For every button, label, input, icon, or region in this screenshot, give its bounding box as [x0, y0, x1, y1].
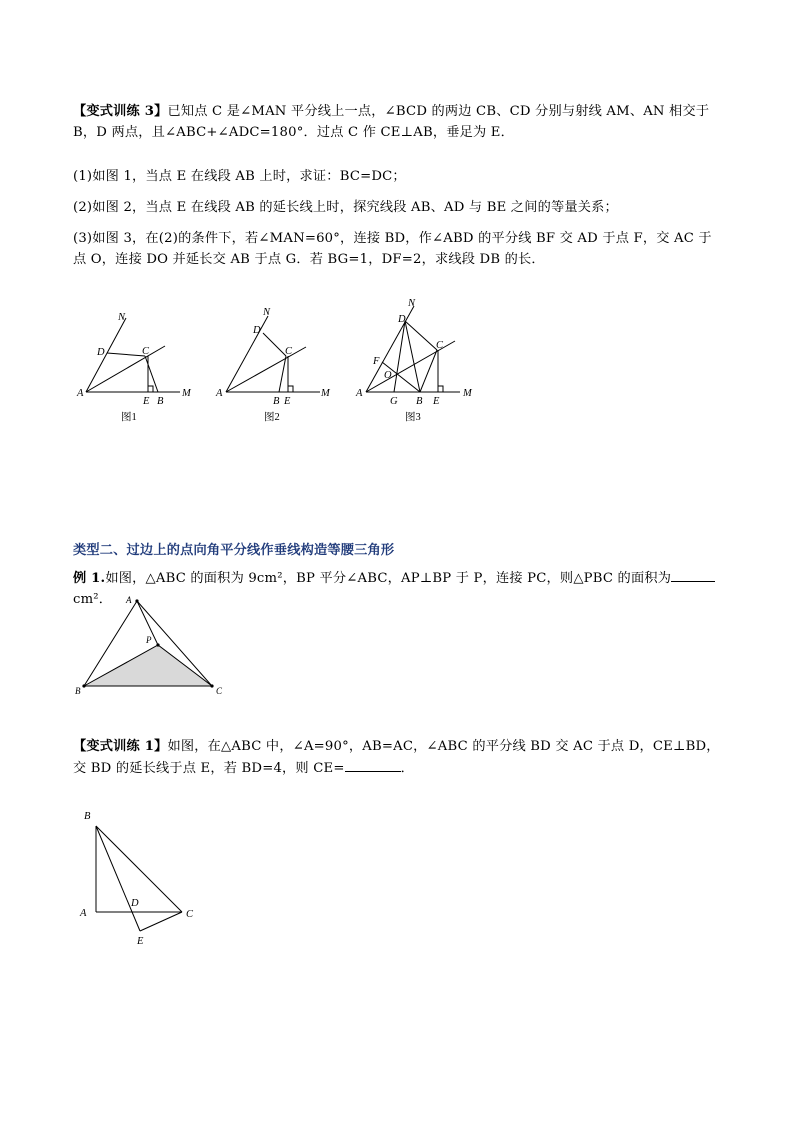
fig3-label-d: D	[398, 314, 406, 325]
fig1-caption: 图1	[121, 412, 137, 423]
fig2-label-c: C	[285, 346, 293, 357]
practice-1-label-b: B	[84, 811, 91, 822]
fig1-label-a: A	[77, 388, 84, 399]
fig3-caption: 图3	[405, 412, 421, 423]
practice-1-label-a: A	[80, 908, 87, 919]
fig1-label-c: C	[142, 346, 150, 357]
fig3-label-o: O	[384, 370, 392, 381]
practice-1-end: ．	[400, 761, 414, 776]
fig3-label-f: F	[373, 356, 380, 367]
fig1-label-b: B	[157, 396, 164, 407]
practice-1-text: 如图，在△ABC 中，∠A=90°，AB=AC，∠ABC 的平分线 BD 交 AC 于点 D，CE⊥BD，交 BD 的延长线于点 E，若 BD=4，则 CE=	[73, 739, 720, 776]
fig2-label-a: A	[216, 388, 223, 399]
problem3-question-3: (3)如图 3，在(2)的条件下，若∠MAN=60°，连接 BD，作∠ABD 的平分线 BF 交 AD 于点 F，交 AC 于点 O，连接 DO 并延长交 AB 于点 G．若 BG=1，DF=2，求线段 DB 的长．	[73, 231, 712, 267]
example-1-label-a: A	[126, 595, 132, 605]
practice-1-label-e: E	[137, 936, 144, 947]
fig3-label-b: B	[416, 396, 423, 407]
fig2-label-b: B	[273, 396, 280, 407]
fig3-label-c: C	[436, 340, 444, 351]
problem3-stem: 已知点 C 是∠MAN 平分线上一点，∠BCD 的两边 CB、CD 分别与射线 AM、AN 相交于 B，D 两点，且∠ABC+∠ADC=180°．过点 C 作 CE⊥AB，垂足为 E．	[73, 104, 710, 140]
practice-1-tag: 【变式训练 1】	[73, 739, 168, 754]
fig1-label-m: M	[182, 388, 191, 399]
fig2-label-d: D	[253, 325, 261, 336]
practice-1-segment-ce	[140, 912, 182, 931]
example-1-text: 如图，△ABC 的面积为 9cm²，BP 平分∠ABC，AP⊥BP 于 P，连接 PC，则△PBC 的面积为	[105, 571, 672, 586]
practice-1-label-d: D	[131, 898, 139, 909]
practice-1-label-c: C	[186, 909, 194, 920]
fig1-label-n: N	[118, 312, 126, 323]
fig3-label-e: E	[433, 396, 440, 407]
section-2-heading: 类型二、过边上的点向角平分线作垂线构造等腰三角形	[73, 543, 395, 558]
example-1-label-p: P	[146, 635, 152, 645]
practice-1-bisector-be	[96, 826, 140, 931]
problem3-question-2: (2)如图 2，当点 E 在线段 AB 的延长线上时，探究线段 AB、AD 与 BE 之间的等量关系；	[73, 200, 618, 215]
example-1-unit: cm²．	[73, 592, 113, 607]
fig2-label-n: N	[263, 307, 271, 318]
problem3-question-1: (1)如图 1，当点 E 在线段 AB 上时，求证：BC=DC；	[73, 169, 406, 184]
example-1-label-b: B	[75, 686, 81, 696]
fig3-label-m: M	[463, 388, 472, 399]
problem3-tag: 【变式训练 3】	[73, 104, 168, 119]
fig1-label-d: D	[97, 347, 105, 358]
example-1-label-c: C	[216, 686, 223, 696]
fig2-caption: 图2	[264, 412, 280, 423]
fig3-label-n: N	[408, 298, 416, 309]
example-1-tag: 例 1.	[73, 571, 106, 586]
fig3-label-g: G	[390, 396, 398, 407]
fig3-label-a: A	[356, 388, 363, 399]
fig2-label-e: E	[284, 396, 291, 407]
fig2-label-m: M	[321, 388, 330, 399]
practice-1-side-bc	[96, 826, 182, 912]
fig1-label-e: E	[143, 396, 150, 407]
